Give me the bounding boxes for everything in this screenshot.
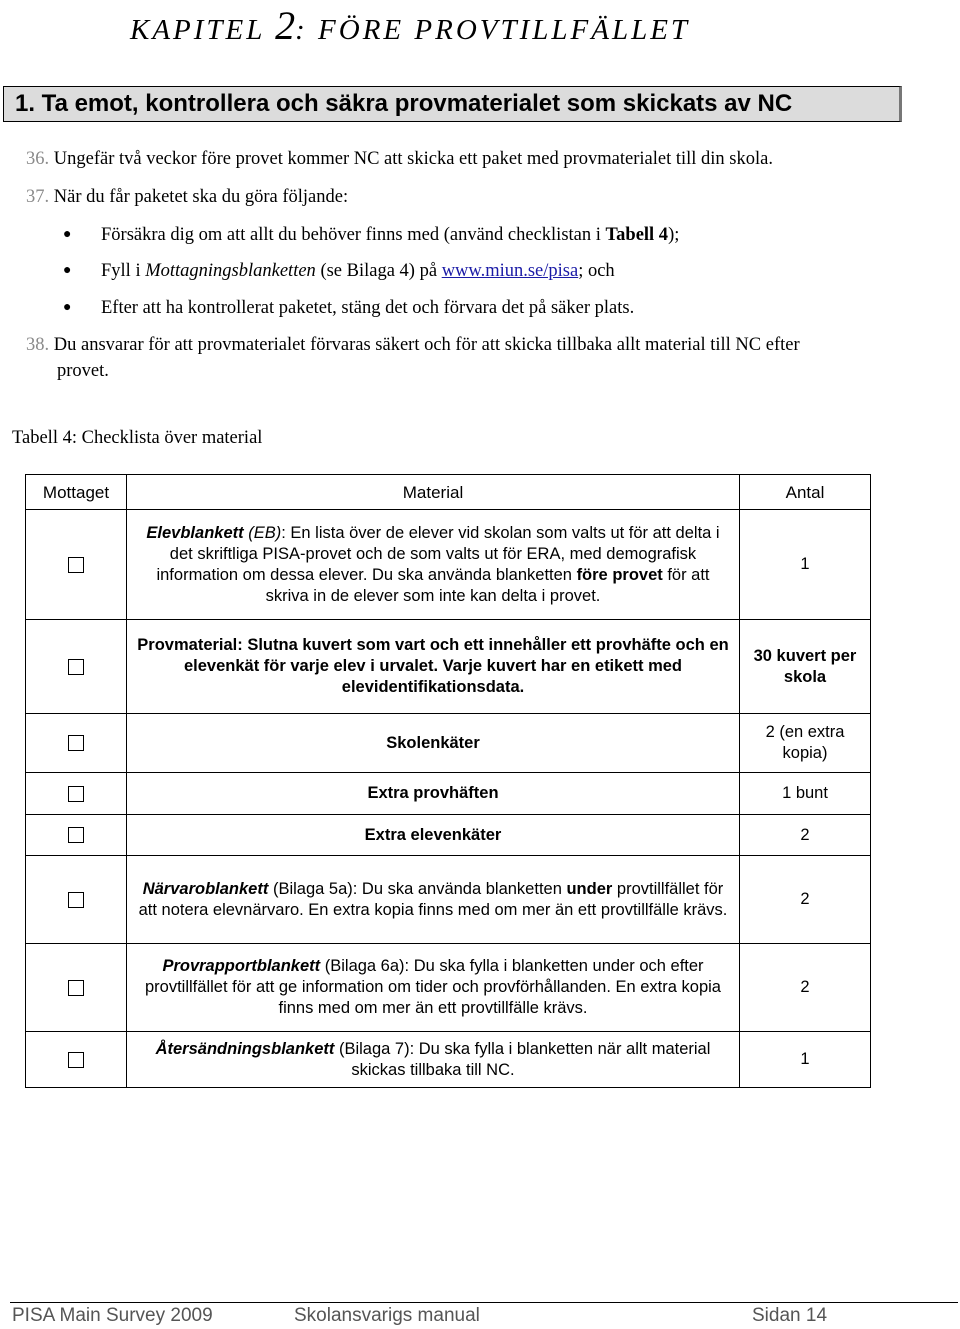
form-name: Mottagningsblanketten [145, 261, 316, 281]
table-caption: Tabell 4: Checklista över material [12, 428, 263, 448]
table-row [26, 856, 871, 944]
received-cell [26, 510, 127, 620]
material-cell: Elevblankett (EB): En lista över de elever vid skolan som valts ut för att delta i det skriftliga PISA-provet och de som valts ut för ERA, med demografisk information om dessa elever. Du ska använda blanketten före provet för att skriva in de elever som inte kan delta i provet. [127, 510, 740, 620]
material-cell: Närvaroblankett (Bilaga 5a): Du ska använda blanketten under provtillfället för att notera elevnärvaro. En extra kopia finns med om mer än ett provtillfälle krävs. [127, 856, 740, 944]
bullet-dot-icon: ● [63, 263, 72, 278]
received-cell [26, 856, 127, 944]
quantity-cell: 1 [740, 510, 871, 620]
material-cell: Extra elevenkäter [127, 815, 740, 856]
received-checkbox[interactable] [68, 557, 84, 573]
received-checkbox[interactable] [68, 980, 84, 996]
quantity-cell: 2 (en extra kopia) [740, 714, 871, 773]
quantity-cell: 2 [740, 856, 871, 944]
chapter-suffix: : FÖRE PROVTILLFÄLLET [295, 14, 691, 46]
paragraph-38 [26, 332, 800, 384]
section-header: 1. Ta emot, kontrollera och säkra provmaterialet som skickats av NC [3, 86, 902, 122]
received-cell [26, 773, 127, 815]
paragraph-text: Ungefär två veckor före provet kommer NC att skicka ett paket med provmaterialet till din skola. [53, 149, 773, 169]
table-row [26, 1032, 871, 1088]
table-row [26, 620, 871, 714]
footer-survey: PISA Main Survey 2009 [12, 1305, 213, 1326]
footer-manual: Skolansvarigs manual [294, 1305, 480, 1326]
paragraph-number: 38. [26, 335, 50, 355]
paragraph-37 [26, 184, 348, 210]
quantity-cell: 1 [740, 1032, 871, 1088]
material-cell: Skolenkäter [127, 714, 740, 773]
table-row [26, 714, 871, 773]
paragraph-number: 36. [26, 149, 50, 169]
received-cell [26, 944, 127, 1032]
header-quantity: Antal [740, 475, 871, 510]
bullet-item: ● Försäkra dig om att allt du behöver finns med (använd checklistan i Tabell 4); [63, 225, 680, 245]
received-cell [26, 620, 127, 714]
table-row [26, 944, 871, 1032]
received-checkbox[interactable] [68, 892, 84, 908]
table-row [26, 510, 871, 620]
header-received: Mottaget [26, 475, 127, 510]
paragraph-36 [26, 146, 773, 172]
received-cell [26, 1032, 127, 1088]
quantity-cell: 2 [740, 944, 871, 1032]
quantity-cell: 2 [740, 815, 871, 856]
material-cell: Provmaterial: Slutna kuvert som vart och ett innehåller ett provhäfte och en elevenkät för varje elev i urvalet. Varje kuvert har en etikett med elevidentifikationsdata. [127, 620, 740, 714]
received-checkbox[interactable] [68, 1052, 84, 1068]
bullet-dot-icon: ● [63, 300, 72, 315]
chapter-title [130, 2, 910, 49]
chapter-number: 2 [275, 3, 296, 48]
received-checkbox[interactable] [68, 786, 84, 802]
received-checkbox[interactable] [68, 735, 84, 751]
bullet-item: ● Fyll i Mottagningsblanketten (se Bilaga 4) på www.miun.se/pisa; och [63, 261, 615, 281]
chapter-prefix: KAPITEL [130, 14, 265, 46]
material-cell: Extra provhäften [127, 773, 740, 815]
received-cell [26, 815, 127, 856]
quantity-cell: 1 bunt [740, 773, 871, 815]
paragraph-text: provet. [57, 361, 109, 381]
received-checkbox[interactable] [68, 659, 84, 675]
checklist-table [25, 474, 871, 1088]
material-cell: Återsändningsblankett (Bilaga 7): Du ska fylla i blanketten när allt material skickas tillbaka till NC. [127, 1032, 740, 1088]
paragraph-text: Du ansvarar för att provmaterialet förvaras säkert och för att skicka tillbaka allt material till NC efter [53, 335, 800, 355]
bullet-dot-icon: ● [63, 227, 72, 242]
paragraph-number: 37. [26, 187, 50, 207]
material-cell: Provrapportblankett (Bilaga 6a): Du ska fylla i blanketten under och efter provtillfället för att ge information om tider och provförhållanden. En extra kopia finns med om mer än ett provtillfälle krävs. [127, 944, 740, 1032]
table-reference: Tabell 4 [605, 225, 669, 245]
paragraph-text: När du får paketet ska du göra följande: [53, 187, 349, 207]
footer-page-number: Sidan 14 [752, 1305, 828, 1326]
table-row [26, 773, 871, 815]
quantity-cell: 30 kuvert per skola [740, 620, 871, 714]
table-header-row [26, 475, 871, 510]
received-cell [26, 714, 127, 773]
header-material: Material [127, 475, 740, 510]
received-checkbox[interactable] [68, 827, 84, 843]
bullet-item: ● Efter att ha kontrollerat paketet, stäng det och förvara det på säker plats. [63, 298, 635, 318]
footer-divider [10, 1302, 958, 1303]
table-row [26, 815, 871, 856]
pisa-link[interactable]: www.miun.se/pisa [441, 261, 579, 281]
